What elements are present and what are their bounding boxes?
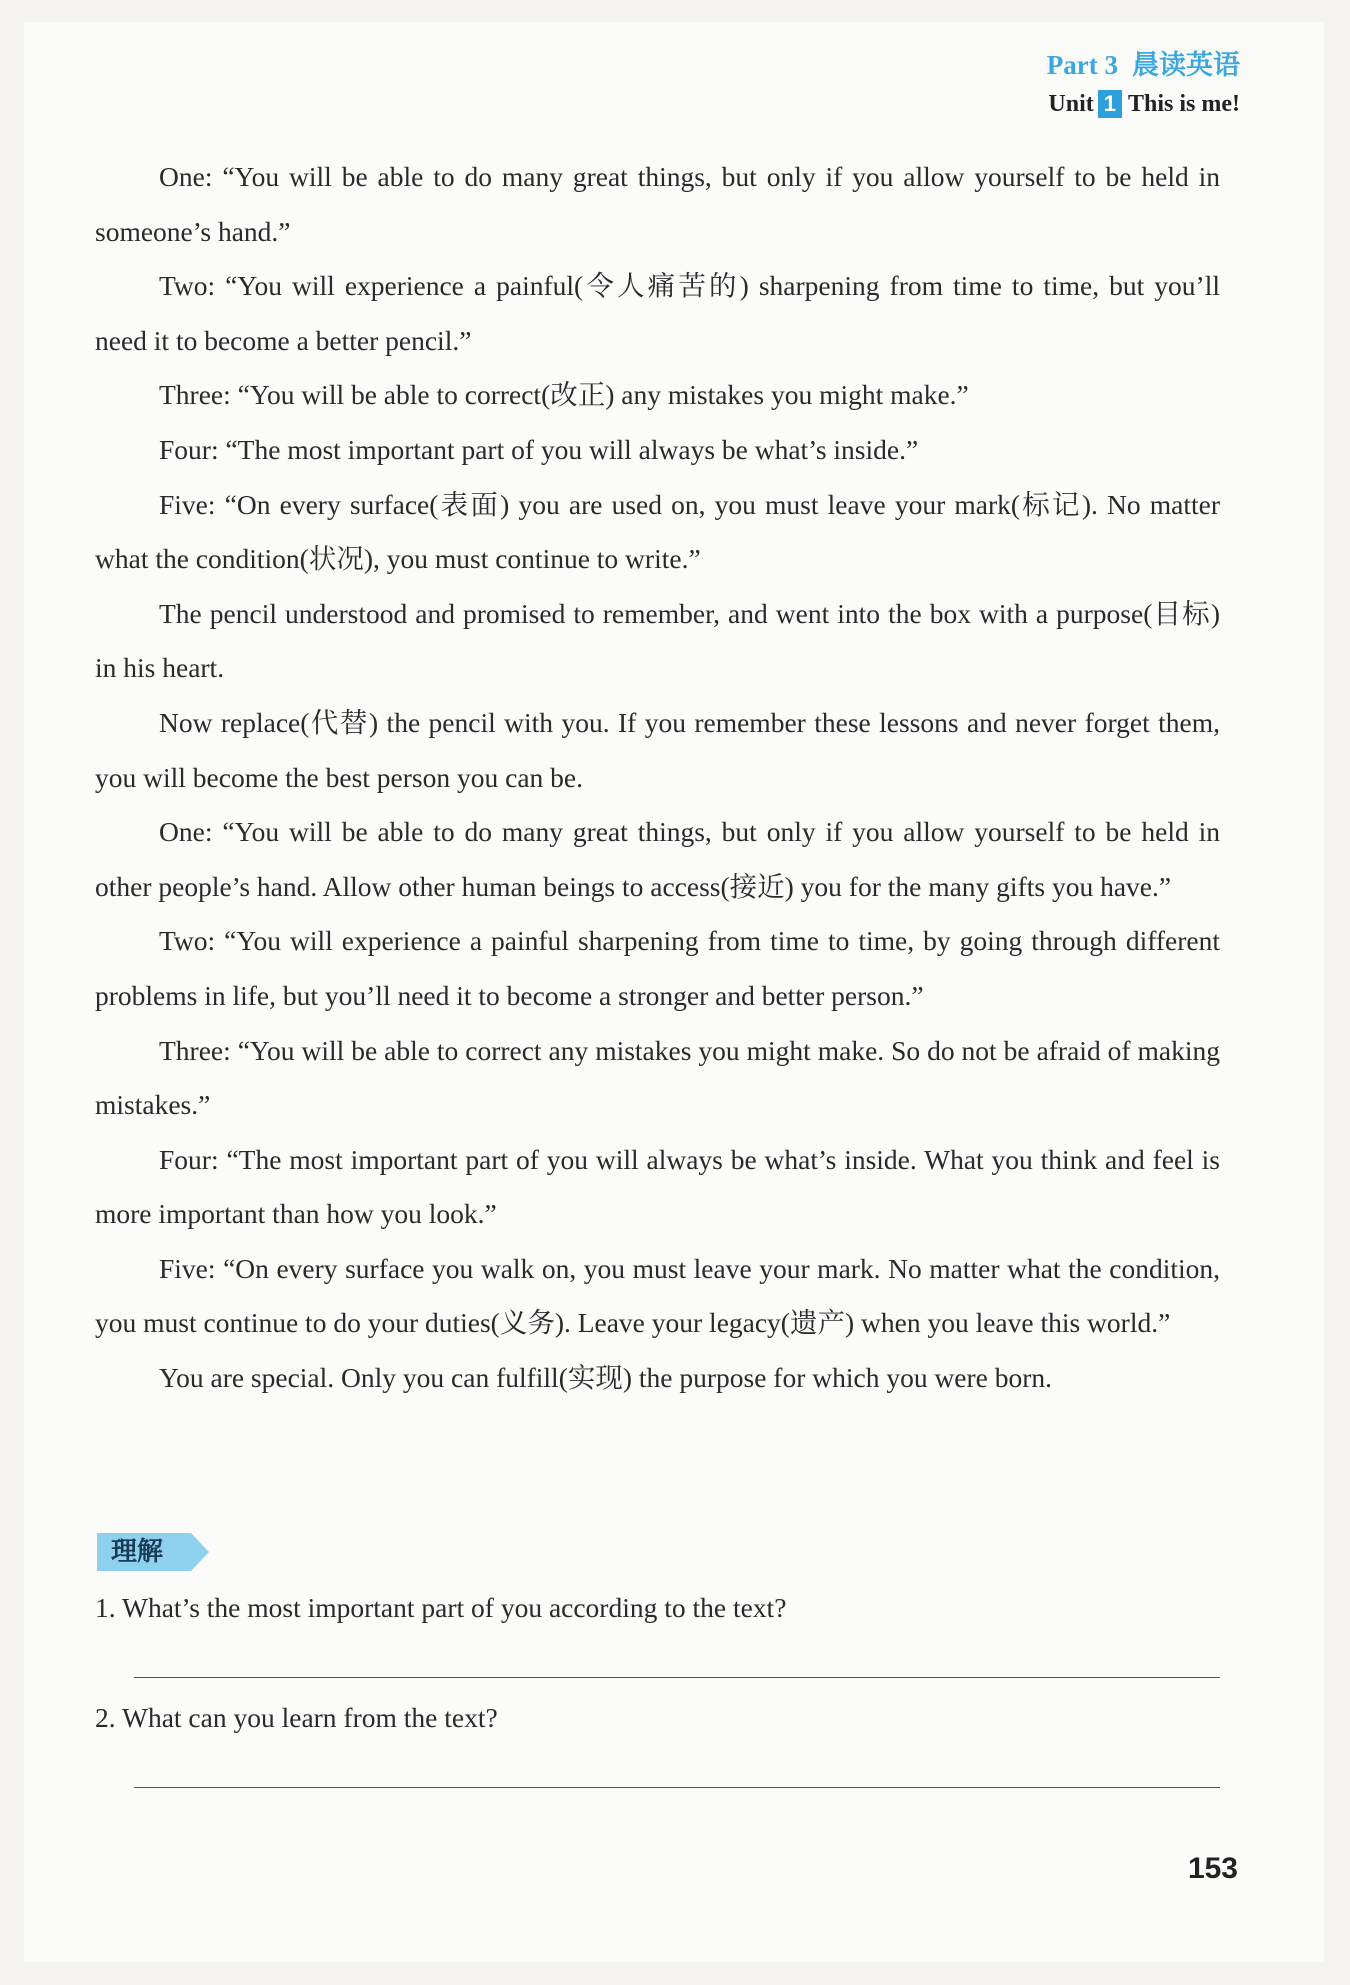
paragraph: Five: “On every surface(表面) you are used on, you must leave your mark(标记). No matter what the condition(状况), you must continue to write.” <box>95 488 1220 575</box>
section-label: 理解 <box>111 1537 164 1567</box>
part-heading <box>1047 48 1240 83</box>
page-header <box>1047 48 1240 121</box>
unit-number-badge: 1 <box>1098 90 1122 118</box>
paragraph: Four: “The most important part of you will always be what’s inside. What you think and feel is more important than how you look.” <box>95 1143 1220 1230</box>
question-2: 2. What can you learn from the text? <box>95 1702 498 1733</box>
unit-label: Unit <box>1048 91 1094 117</box>
question-1: 1. What’s the most important part of you according to the text? <box>95 1592 787 1623</box>
comprehension-section-tag <box>97 1533 209 1571</box>
part-title: 晨读英语 <box>1132 50 1240 81</box>
paragraph: Two: “You will experience a painful(令人痛苦的) sharpening from time to time, but you’ll need it to become a better pencil.” <box>95 270 1220 356</box>
reading-passage <box>95 150 1220 1406</box>
page-number: 153 <box>1187 1852 1238 1885</box>
paragraph: Three: “You will be able to correct any mistakes you might make. So do not be afraid of making mistakes.” <box>95 1034 1220 1121</box>
paragraph: Two: “You will experience a painful sharpening from time to time, by going through different problems in life, but you’ll need it to become a stronger and better person.” <box>95 925 1220 1011</box>
unit-heading <box>1047 87 1240 121</box>
paragraph: Now replace(代替) the pencil with you. If you remember these lessons and never forget them, you will become the best person you can be. <box>95 706 1220 793</box>
unit-title: This is me! <box>1127 91 1240 117</box>
part-label: Part 3 <box>1046 50 1118 80</box>
paragraph: One: “You will be able to do many great things, but only if you allow yourself to be held in someone’s hand.” <box>95 161 1220 247</box>
paragraph: The pencil understood and promised to remember, and went into the box with a purpose(目标) in his heart. <box>95 597 1220 684</box>
paragraph: Three: “You will be able to correct(改正) any mistakes you might make.” <box>159 379 969 411</box>
answer-line-2[interactable] <box>134 1787 1220 1788</box>
paragraph: Four: “The most important part of you will always be what’s inside.” <box>159 433 919 465</box>
answer-line-1[interactable] <box>134 1677 1220 1678</box>
paragraph: One: “You will be able to do many great things, but only if you allow yourself to be held in other people’s hand. Allow other human beings to access(接近) you for the many gifts you have.” <box>95 816 1220 902</box>
paragraph: Five: “On every surface you walk on, you must leave your mark. No matter what the condition, you must continue to do your duties(义务). Leave your legacy(遗产) when you leave this world.” <box>95 1252 1220 1339</box>
paragraph: You are special. Only you can fulfill(实现) the purpose for which you were born. <box>159 1362 1053 1394</box>
